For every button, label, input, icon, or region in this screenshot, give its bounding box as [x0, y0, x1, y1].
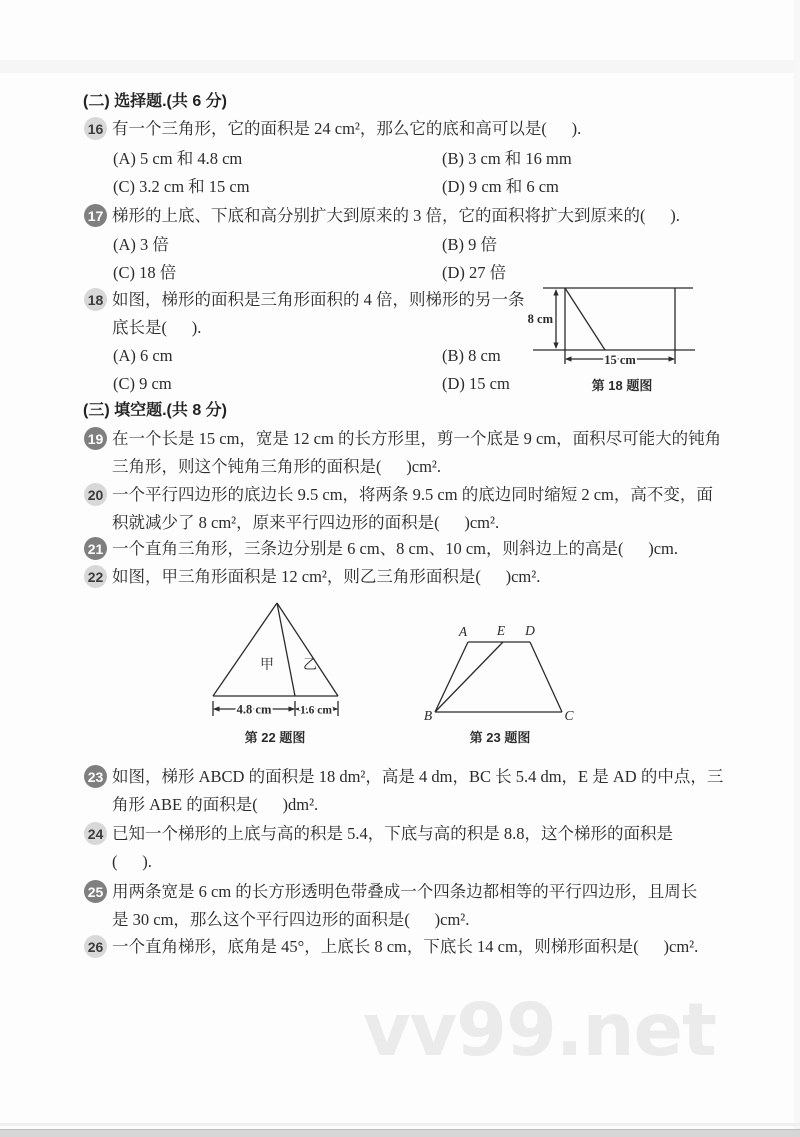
fig18-caption: 第 18 题图 [591, 378, 653, 393]
question-23-text-line-1: 如图，梯形 ABCD 的面积是 18 dm²，高是 4 dm，BC 长 5.4 dm，E 是 AD 的中点，三 [112, 767, 724, 786]
fig23-vertex-c: C [564, 708, 574, 723]
question-22-badge: 22 [84, 565, 107, 588]
question-17-badge: 17 [84, 204, 107, 227]
fig23-vertex-e: E [496, 623, 506, 638]
question-21-badge: 21 [84, 537, 107, 560]
scan-artifact-right-edge [794, 0, 800, 1137]
question-19-badge: 19 [84, 427, 107, 450]
fig22-region-left-label: 甲 [260, 658, 274, 673]
scan-artifact-bottom-strip [0, 1129, 800, 1137]
fig23-vertex-b: B [423, 708, 433, 723]
fig23-vertex-a: A [458, 624, 468, 639]
question-17-option-a: (A) 3 倍 [113, 235, 169, 254]
question-24-badge: 24 [84, 822, 107, 845]
question-16-option-d: (D) 9 cm 和 6 cm [442, 177, 559, 196]
fig23-left-edge [435, 642, 468, 712]
question-20-badge: 20 [84, 483, 107, 506]
question-26-badge: 26 [84, 935, 107, 958]
question-18-text-line-2: 底长是( ). [112, 318, 202, 337]
question-25-text-line-2: 是 30 cm，那么这个平行四边形的面积是( )cm². [112, 910, 470, 929]
question-17-option-d: (D) 27 倍 [442, 263, 507, 282]
question-18-text-line-1: 如图，梯形的面积是三角形面积的 4 倍，则梯形的另一条 [112, 290, 525, 309]
fig23-caption: 第 23 题图 [469, 730, 531, 745]
question-18-option-b: (B) 8 cm [442, 346, 501, 365]
question-19-text-line-1: 在一个长是 15 cm，宽是 12 cm 的长方形里，剪一个底是 9 cm，面积尽可能大的钝角 [112, 429, 722, 448]
question-22-text: 如图，甲三角形面积是 12 cm²，则乙三角形面积是( )cm². [112, 567, 541, 586]
question-18-option-d: (D) 15 cm [442, 374, 510, 393]
question-24-text-line-2: ( ). [112, 852, 152, 871]
fig23-segment-be [435, 642, 503, 712]
fig22-dim-right-label: 1.6 cm [300, 704, 332, 717]
question-19-text-line-2: 三角形，则这个钝角三角形的面积是( )cm². [112, 457, 441, 476]
figure-22-diagram [203, 596, 353, 748]
question-23-text-line-2: 角形 ABE 的面积是( )dm². [112, 795, 319, 814]
question-26-text: 一个直角梯形，底角是 45°，上底长 8 cm，下底长 14 cm，则梯形面积是( )cm². [112, 937, 699, 956]
section-header-fill: (三) 填空题.(共 8 分) [83, 402, 227, 419]
fig22-region-right-label: 乙 [303, 658, 317, 673]
question-16-badge: 16 [84, 117, 107, 140]
watermark: vv99.net [363, 988, 716, 1073]
question-16-option-a: (A) 5 cm 和 4.8 cm [113, 149, 243, 168]
question-17-option-b: (B) 9 倍 [442, 235, 497, 254]
question-21-text: 一个直角三角形，三条边分别是 6 cm、8 cm、10 cm，则斜边上的高是( )cm. [112, 539, 678, 558]
fig18-diagonal [565, 288, 605, 350]
fig23-vertex-d: D [525, 623, 535, 638]
question-25-text-line-1: 用两条宽是 6 cm 的长方形透明色带叠成一个四条边都相等的平行四边形，且周长 [112, 882, 698, 901]
question-23-badge: 23 [84, 765, 107, 788]
question-18-badge: 18 [84, 288, 107, 311]
question-17-option-c: (C) 18 倍 [113, 263, 177, 282]
section-header-choice: (二) 选择题.(共 6 分) [83, 93, 227, 110]
fig23-right-edge [530, 642, 562, 712]
question-24-text-line-1: 已知一个梯形的上底与高的积是 5.4，下底与高的积是 8.8，这个梯形的面积是 [112, 824, 673, 843]
scan-artifact-bottom-line [0, 1123, 800, 1126]
fig18-base-label: 15 cm [604, 353, 636, 367]
fig18-height-label: 8 cm [527, 312, 553, 326]
question-16-text: 有一个三角形，它的面积是 24 cm²，那么它的底和高可以是( ). [112, 119, 582, 138]
question-20-text-line-1: 一个平行四边形的底边长 9.5 cm，将两条 9.5 cm 的底边同时缩短 2 cm，高不变，面 [112, 485, 713, 504]
fig22-dim-left-label: 4.8 cm [236, 702, 272, 717]
question-18-option-c: (C) 9 cm [113, 374, 172, 393]
fig22-caption: 第 22 题图 [244, 730, 306, 745]
question-16-option-c: (C) 3.2 cm 和 15 cm [113, 177, 250, 196]
figure-23-diagram [418, 596, 586, 748]
question-16-option-b: (B) 3 cm 和 16 mm [442, 149, 572, 168]
question-17-text: 梯形的上底、下底和高分别扩大到原来的 3 倍，它的面积将扩大到原来的( ). [112, 206, 680, 225]
fig22-left-edge [213, 603, 277, 696]
question-18-option-a: (A) 6 cm [113, 346, 173, 365]
scan-artifact-top-band [0, 60, 800, 73]
question-25-badge: 25 [84, 880, 107, 903]
figure-18-diagram [525, 280, 705, 398]
question-20-text-line-2: 积就减少了 8 cm²，原来平行四边形的面积是( )cm². [112, 513, 500, 532]
